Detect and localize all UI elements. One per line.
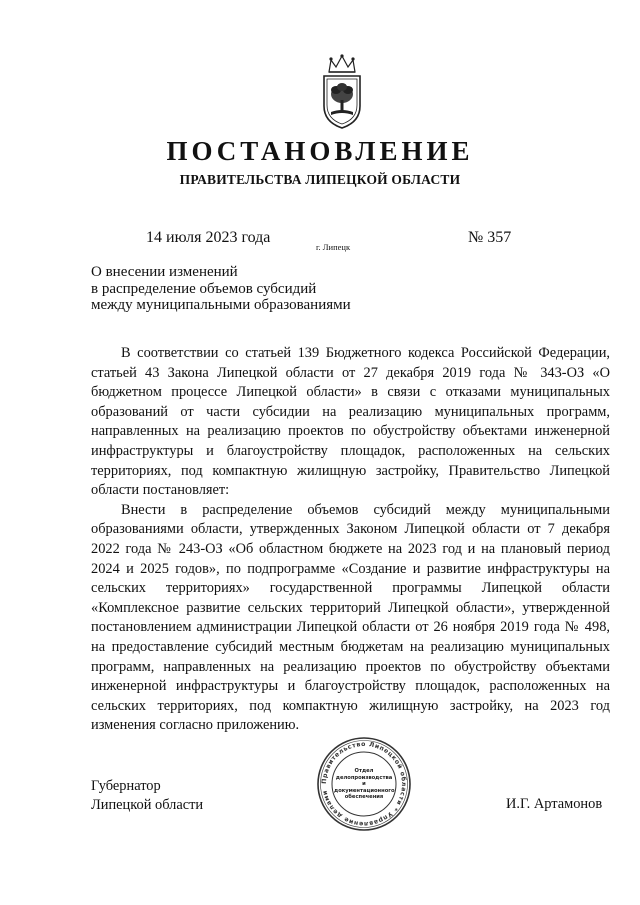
seal-center-line: Отдел: [354, 768, 374, 774]
seal-center-line: обеспечения: [344, 794, 384, 800]
subject-line: О внесении изменений: [91, 264, 238, 280]
document-subject: [91, 264, 421, 314]
seal-center-line: документационного: [334, 787, 395, 794]
document-number: № 357: [468, 229, 512, 246]
seal-outer-text: Правительство Липецкой области * Управление делами: [320, 740, 408, 828]
subject-line: между муниципальными образованиями: [91, 297, 351, 314]
body-paragraph: Внести в распределение объемов субсидий между муниципальными образованиями области, утвержденных Законом Липецкой области от 7 декабря 2022 года № 243-ОЗ «Об областном бюджете на 2023 год и на плановый период 2024 и 2025 годов», по подпрограмме «Создание и развитие инфраструктуры на сельских территориях» государственной программы Липецкой области «Комплексное развитие сельских территорий Липецкой области», утвержденной постановлением администрации Липецкой области от 26 ноября 2019 года № 498, на предоставление субсидий местным бюджетам на реализацию муниципальных программ, направленных на реализацию проектов по обустройству объектами инженерной инфраструктуры и благоустройству площадок, расположенных на сельских территориях, под компактную жилищную застройку, на 2023 год изменения согласно приложению.: [91, 501, 610, 734]
signer-position: [91, 777, 203, 815]
document-title: ПОСТАНОВЛЕНИЕ: [166, 136, 474, 166]
seal-center-text: [334, 768, 394, 801]
subject-line: в распределение объемов субсидий: [91, 280, 317, 297]
document-city: г. Липецк: [316, 242, 351, 252]
signer-name: И.Г. Артамонов: [506, 796, 603, 812]
body-paragraph: В соответствии со статьей 139 Бюджетного кодекса Российской Федерации, статьей 43 Закона Липецкой области от 27 декабря 2019 года № 343-ОЗ «О бюджетном процессе Липецкой области» в связи с отказами муниципальных образований от части субсидии на реализацию муниципальных программ, направленных на реализацию проектов по обустройству объектами инженерной инфраструктуры и благоустройству площадок, расположенных на сельских территориях, под компактную жилищную застройку, Правительство Липецкой области постановляет:: [91, 345, 610, 499]
document-date: 14 июля 2023 года: [146, 229, 271, 246]
document-subtitle: ПРАВИТЕЛЬСТВА ЛИПЕЦКОЙ ОБЛАСТИ: [179, 172, 461, 187]
document-body: [91, 344, 610, 736]
signer-position-line: Губернатор: [91, 778, 161, 794]
seal-center-line: делопроизводства и: [335, 774, 393, 787]
signer-position-line: Липецкой области: [91, 797, 204, 813]
coat-of-arms-icon: [321, 54, 363, 130]
